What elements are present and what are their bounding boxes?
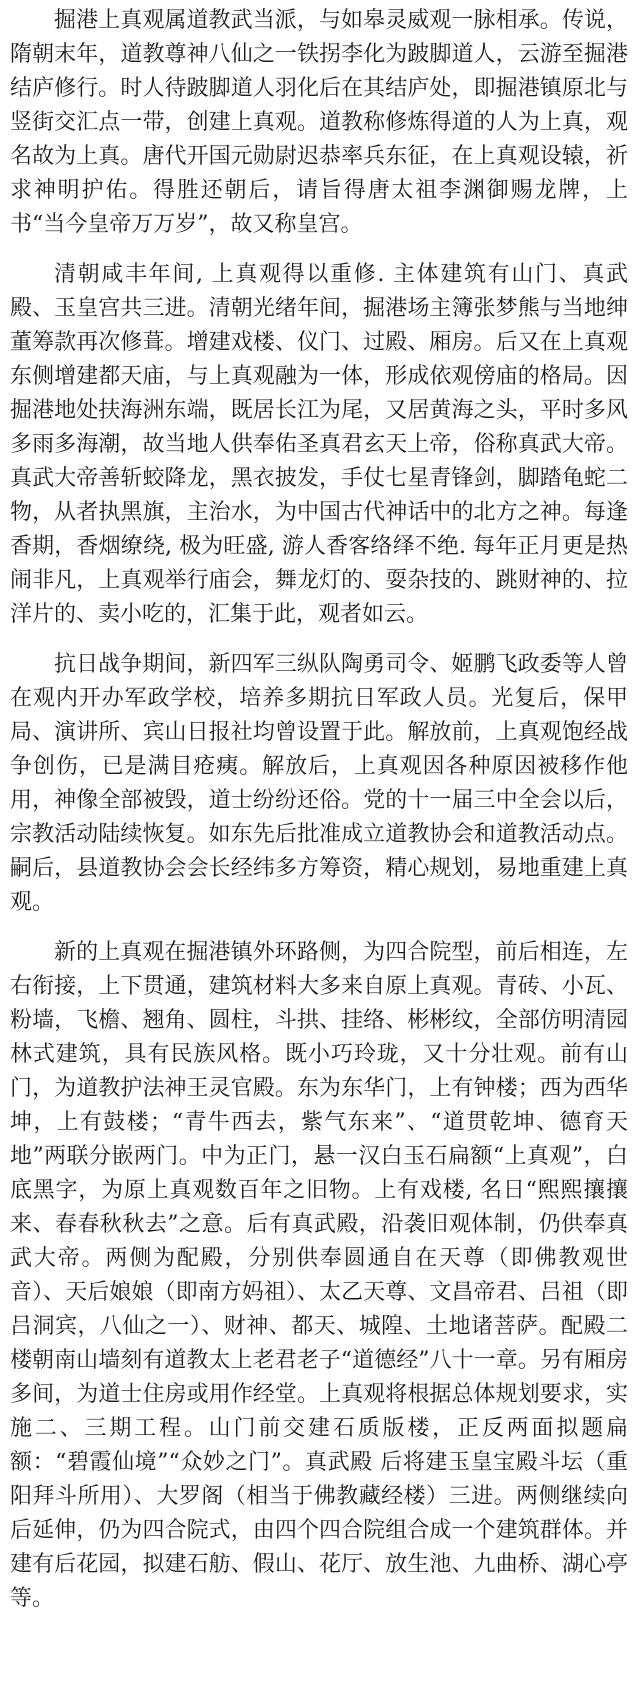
paragraph-war-period: 抗日战争期间，新四军三纵队陶勇司令、姬鹏飞政委等人曾在观内开办军政学校，培养多期抗日军政人员。光复后，保甲局、演讲所、宾山日报社均曾设置于此。解放前，上真观饱经战争创伤，已是满目疮痍。解放后，上真观因各种原因被移作他用，神像全部被毁，道士纷纷还俗。党的十一届三中全会以后，宗教活动陆续恢复。如东先后批准成立道教协会和道教活动点。嗣后，县道教协会会长经纬多方筹资，精心规划，易地重建上真观。 [10, 652, 628, 915]
paragraph-new-temple: 新的上真观在掘港镇外环路侧，为四合院型，前后相连，左右衔接，上下贯通，建筑材料大多来自原上真观。青砖、小瓦、粉墙，飞檐、翘角、圆柱，斗拱、挂络、彬彬纹，全部仿明清园林式建筑，具有民族风格。既小巧玲珑，又十分壮观。前有山门，为道教护法神王灵官殿。东为东华门，上有钟楼；西为西华坤，上有鼓楼；“青牛西去，紫气东来”、“道贯乾坤、德育天地”两联分嵌两门。中为正门，悬一汉白玉石扁额“上真观”，白底黑字，为原上真观数百年之旧物。上有戏楼, 名日“熙熙攘攘来、春春秋秋去”之意。后有真武殿，沿袭旧观体制，仍供奉真武大帝。两侧为配殿，分别供奉圆通自在天尊（即佛教观世音）、天后娘娘（即南方妈祖）、太乙天尊、文昌帝君、吕祖（即吕洞宾，八仙之一）、财神、都天、城隍、土地诸菩萨。配殿二楼朝南山墙刻有道教太上老君老子“道德经”八十一章。另有厢房多间，为道士住房或用作经堂。上真观将根据总体规划要求，实施二、三期工程。山门前交建石质版楼，正反两面拟题扁额：“碧霞仙境”“众妙之门”。真武殿 后将建玉皇宝殿斗坛（重阳拜斗所用）、大罗阁（相当于佛教藏经楼）三进。两侧继续向后延伸，仍为四合院式，由四个四合院组合成一个建筑群体。并建有后花园，拟建石舫、假山、花厅、放生池、九曲桥、湖心亭等。 [10, 940, 628, 1611]
paragraph-qing-dynasty: 清朝咸丰年间, 上真观得以重修. 主体建筑有山门、真武殿、玉皇宫共三进。清朝光绪年间，掘港场主簿张梦熊与当地绅董筹款再次修葺。增建戏楼、仪门、过殿、厢房。后又在上真观东侧增建都天庙，与上真观融为一体，形成依观傍庙的格局。因掘港地处扶海洲东端，既居长江为尾，又居黄海之头，平时多风多雨多海潮，故当地人供奉佑圣真君玄天上帝，俗称真武大帝。真武大帝善斩蛟降龙，黑衣披发，手仗七星青锋剑，脚踏龟蛇二物，从者执黑旗，主治水，为中国古代神话中的北方之神。每逢香期，香烟缭绕, 极为旺盛, 游人香客络绎不绝. 每年正月更是热闹非凡，上真观举行庙会，舞龙灯的、耍杂技的、跳财神的、拉洋片的、卖小吃的，汇集于此，观者如云。 [10, 262, 628, 627]
paragraph-history-origin: 掘港上真观属道教武当派，与如皋灵威观一脉相承。传说，隋朝末年，道教尊神八仙之一铁拐李化为跛脚道人，云游至掘港结庐修行。时人待跛脚道人羽化后在其结庐处，即掘港镇原北与竖街交汇点一带，创建上真观。道教称修炼得道的人为上真，观名故为上真。唐代开国元勋尉迟恭率兵东征，在上真观设辕，祈求神明护佑。得胜还朝后，请旨得唐太祖李渊御赐龙牌，上书“当今皇帝万万岁”，故又称皇宫。 [10, 8, 628, 237]
